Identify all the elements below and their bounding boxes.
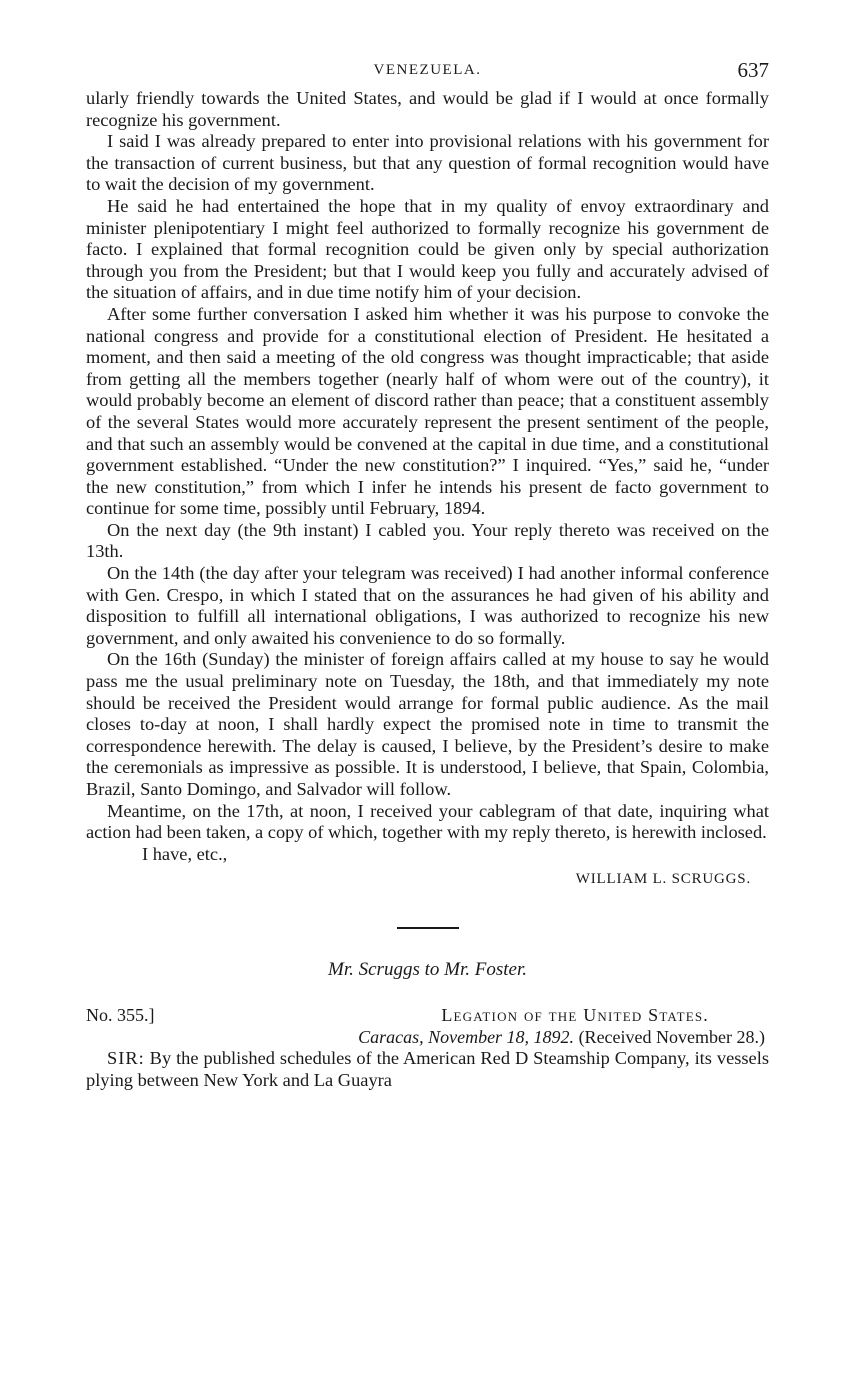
dispatch-body: [86, 1048, 769, 1091]
document-page: [86, 58, 769, 1091]
signature: WILLIAM L. SCRUGGS.: [575, 871, 751, 888]
salutation: SIR:: [107, 1047, 145, 1068]
paragraph: ularly friendly towards the United States, and would be glad if I would at once formally recognize his government.: [86, 88, 769, 130]
running-title: VENEZUELA.: [373, 62, 482, 78]
paragraph: On the next day (the 9th instant) I cabled you. Your reply thereto was received on the 13th.: [86, 519, 769, 562]
paragraph: After some further conversation I asked him whether it was his purpose to convoke the national congress and provide for a constitutional election of President. He hesitated a moment, and then said a meeting of the old congress was thought impracticable; that aside from getting all the members together (nearly half of whom were out of the country), it would probably become an element of discord rather than peace; that a constituent assembly of the several States would more accurately represent the present sentiment of the people, and that such an assembly would be convened at the capital in due time, and a constitutional government established. “Under the new constitution?” I inquired. “Yes,” said he, “under the new constitution,” from which I infer he intends his present de facto government to continue for some time, possibly until February, 1894.: [86, 303, 769, 519]
section-divider: [397, 927, 459, 929]
dateline-place: Caracas, November 18, 1892.: [358, 1026, 575, 1047]
paragraph: [86, 1048, 769, 1091]
paragraph: On the 16th (Sunday) the minister of foreign affairs called at my house to say he would pass me the usual preliminary note on Tuesday, the 18th, and that immediately my note should be received the President would arrange for formal public audience. As the mail closes to-day at noon, I shall hardly expect the promised note in time to transmit the correspondence herewith. The delay is caused, I believe, by the President’s desire to make the ceremonials as impressive as possible. It is understood, I believe, that Spain, Colombia, Brazil, Santo Domingo, and Salvador will follow.: [86, 649, 769, 799]
letter-body: [86, 88, 769, 844]
dateline: [86, 1027, 769, 1048]
legation-line: Legation of the United States.: [441, 1004, 709, 1025]
page-number: 637: [737, 58, 769, 82]
dispatch-number: No. 355.]: [86, 1004, 155, 1025]
paragraph: On the 14th (the day after your telegram was received) I had another informal conference with Gen. Crespo, in which I stated that on the assurances he had given of his ability and disposition to fulfill all international obligations, I was authorized to recognize his new government, and only awaited his convenience to do so formally.: [86, 563, 769, 648]
paragraph: I said I was already prepared to enter into provisional relations with his government for the transaction of current business, but that any question of formal recognition would have to wait the decision of my government.: [86, 131, 769, 195]
running-head: [86, 58, 769, 88]
paragraph: Meantime, on the 17th, at noon, I received your cablegram of that date, inquiring what action had been taken, a copy of which, together with my reply thereto, is herewith inclosed.: [86, 800, 769, 843]
paragraph: He said he had entertained the hope that in my quality of envoy extraordinary and minister plenipotentiary I might feel authorized to formally recognize his government de facto. I explained that formal recognition could be given only by special authorization through you from the President; but that I would keep you fully and accurately advised of the situation of affairs, and in due time notify him of your decision.: [86, 195, 769, 303]
dateline-received: (Received November 28.): [578, 1026, 765, 1047]
opening-text: By the published schedules of the American Red D Steamship Company, its vessels plying between New York and La Guayra: [86, 1047, 769, 1090]
dispatch-heading: Mr. Scruggs to Mr. Foster.: [328, 958, 527, 980]
closing: I have, etc.,: [142, 843, 228, 864]
dispatch-row: [86, 1005, 769, 1027]
